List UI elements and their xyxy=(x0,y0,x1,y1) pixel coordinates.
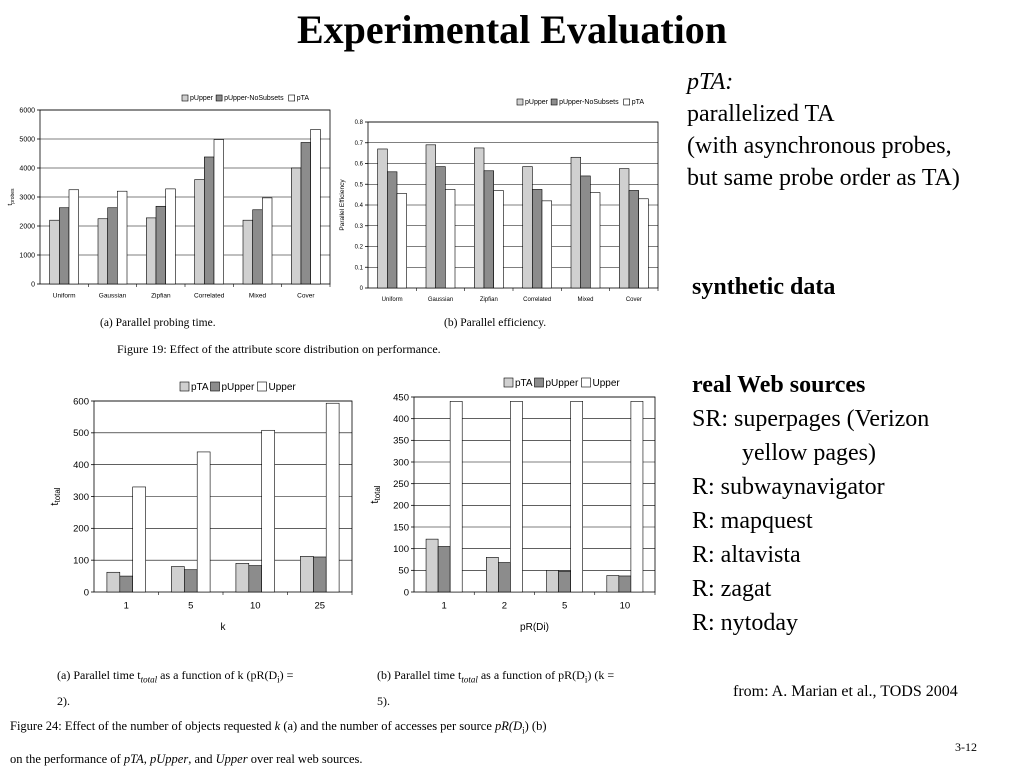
caption-fig24b: (b) Parallel time $t_{total}$ as a function of $pR(D_i) (k$ = 5). xyxy=(377,668,615,709)
bar-pupper-nosubsets xyxy=(59,208,69,284)
caption-fig19b: (b) Parallel efficiency. xyxy=(444,317,547,329)
bar-pupper xyxy=(313,557,326,592)
bar-pupper-nosubsets xyxy=(484,171,494,288)
x-tick-label: 5 xyxy=(561,600,568,612)
y-tick-label: 6000 xyxy=(19,107,35,115)
y-tick-label: 400 xyxy=(73,459,89,471)
bar-pta xyxy=(166,189,176,284)
bar-pupper xyxy=(249,566,262,592)
y-tick-label: 3000 xyxy=(19,194,35,202)
bar-pupper-nosubsets xyxy=(204,157,214,284)
source-item: yellow pages) xyxy=(742,440,876,466)
bar-upper xyxy=(510,401,522,592)
bar-upper xyxy=(197,452,210,592)
bar-pta xyxy=(486,557,498,592)
bar-pupper xyxy=(98,219,108,284)
y-tick-label: 5000 xyxy=(19,136,35,144)
x-axis-label: pR(Di) xyxy=(520,622,549,633)
bar-pupper xyxy=(559,571,571,592)
x-tick-label: 10 xyxy=(619,600,631,612)
bar-pupper xyxy=(146,218,156,284)
y-tick-label: 500 xyxy=(73,428,89,440)
y-tick-label: 350 xyxy=(393,435,409,447)
pta-term: pTA: xyxy=(687,69,734,95)
legend-label: pUpper xyxy=(190,95,213,102)
source-item: R: mapquest xyxy=(692,508,813,534)
legend-swatch xyxy=(289,95,295,101)
bar-pupper-nosubsets xyxy=(629,190,639,288)
legend-swatch xyxy=(582,378,591,387)
x-tick-label: Mixed xyxy=(577,297,594,303)
y-tick-label: 0 xyxy=(31,281,35,289)
bar-pupper xyxy=(498,563,510,592)
x-tick-label: 25 xyxy=(314,600,326,612)
y-tick-label: 0.8 xyxy=(354,120,363,127)
x-tick-label: Uniform xyxy=(381,297,403,303)
bar-pta xyxy=(236,563,249,592)
legend-label: pTA xyxy=(296,95,310,102)
bar-pta xyxy=(607,576,619,592)
y-axis-label: ttotal xyxy=(369,485,382,504)
y-tick-label: 2000 xyxy=(19,223,35,231)
bar-pupper xyxy=(184,570,197,592)
x-tick-label: Cover xyxy=(297,292,315,300)
bar-pta xyxy=(214,140,224,284)
bar-pta xyxy=(542,201,552,288)
x-tick-label: 5 xyxy=(188,600,194,612)
y-tick-label: 0.2 xyxy=(354,244,363,251)
caption-fig24a: (a) Parallel time $t_{total}$ as a function of k ($pR(D_i)$ = 2). xyxy=(57,668,294,709)
caption-fig19a: (a) Parallel probing time. xyxy=(100,317,216,329)
y-tick-label: 200 xyxy=(393,500,409,512)
legend-swatch xyxy=(258,382,267,391)
bar-pupper xyxy=(619,576,631,592)
source-item: R: subwaynavigator xyxy=(692,474,885,500)
bar-pupper-nosubsets xyxy=(253,210,263,284)
legend-label: pUpper-NoSubsets xyxy=(559,99,619,106)
bar-upper xyxy=(262,430,275,592)
y-tick-label: 100 xyxy=(393,543,409,555)
legend-swatch xyxy=(211,382,220,391)
page-number: 3-12 xyxy=(955,740,977,754)
slide-title: Experimental Evaluation xyxy=(296,7,728,52)
bar-pupper xyxy=(291,168,301,284)
y-tick-label: 0 xyxy=(403,587,409,599)
x-tick-label: 2 xyxy=(501,600,508,612)
y-tick-label: 200 xyxy=(73,523,89,535)
bar-upper xyxy=(450,401,462,592)
x-tick-label: Correlated xyxy=(523,297,552,303)
bar-pupper xyxy=(378,149,388,288)
bar-pupper xyxy=(120,576,133,592)
legend-label: pTA xyxy=(191,382,209,393)
bar-pta xyxy=(590,193,600,288)
legend-label: pTA xyxy=(631,99,645,106)
y-tick-label: 4000 xyxy=(19,165,35,173)
source-item: R: altavista xyxy=(692,542,801,568)
bar-pta xyxy=(117,191,127,284)
bar-pta xyxy=(171,567,184,592)
bar-upper xyxy=(133,487,146,592)
legend-swatch xyxy=(216,95,222,101)
citation: from: A. Marian et al., TODS 2004 xyxy=(733,683,958,700)
source-item: SR: superpages (Verizon xyxy=(692,406,930,432)
legend-swatch xyxy=(182,95,188,101)
bar-pupper xyxy=(195,180,205,284)
bar-pupper-nosubsets xyxy=(301,142,311,284)
legend-label: pUpper xyxy=(525,99,548,106)
x-tick-label: Uniform xyxy=(52,292,76,300)
chart-time-vs-prdi xyxy=(362,378,682,640)
bar-pupper-nosubsets xyxy=(532,189,542,288)
bar-pta xyxy=(426,539,438,592)
pta-line: (with asynchronous probes, xyxy=(687,133,952,159)
x-tick-label: Mixed xyxy=(248,292,267,300)
y-tick-label: 0.3 xyxy=(354,223,363,230)
legend-label: pUpper xyxy=(221,382,255,393)
x-tick-label: Gaussian xyxy=(98,292,127,300)
y-tick-label: 100 xyxy=(73,555,89,567)
bar-upper xyxy=(326,403,339,592)
legend-label: pUpper xyxy=(545,378,579,389)
bar-pupper-nosubsets xyxy=(436,167,446,288)
y-tick-label: 0.7 xyxy=(354,140,363,147)
y-tick-label: 450 xyxy=(393,392,409,404)
source-item: R: nytoday xyxy=(692,610,798,636)
bar-pupper xyxy=(243,220,253,284)
bar-pta xyxy=(311,129,321,284)
y-tick-label: 150 xyxy=(393,522,409,534)
bar-pupper-nosubsets xyxy=(156,206,166,284)
y-tick-label: 0.1 xyxy=(354,265,363,272)
x-tick-label: Zipfian xyxy=(151,292,171,300)
bar-pta xyxy=(494,190,504,288)
bar-pta xyxy=(445,189,455,288)
y-tick-label: 250 xyxy=(393,478,409,490)
synthetic-data-heading: synthetic data xyxy=(692,274,836,300)
legend-swatch xyxy=(535,378,544,387)
x-axis-label: k xyxy=(220,622,226,633)
y-tick-label: 600 xyxy=(73,396,89,408)
bar-pta xyxy=(547,570,559,592)
x-tick-label: Gaussian xyxy=(427,297,454,303)
chart-parallel-efficiency xyxy=(335,92,670,304)
bar-pta xyxy=(262,198,272,284)
y-tick-label: 0.4 xyxy=(354,203,363,210)
x-tick-label: 1 xyxy=(441,600,447,612)
y-tick-label: 0 xyxy=(83,587,89,599)
y-axis-label: $t_{probes}$ xyxy=(7,188,16,206)
bar-pupper xyxy=(50,220,60,284)
bar-pta xyxy=(639,199,649,288)
x-tick-label: 10 xyxy=(249,600,261,612)
legend-swatch xyxy=(504,378,513,387)
y-tick-label: 1000 xyxy=(19,252,35,260)
pta-line: parallelized TA xyxy=(687,101,835,127)
chart-time-vs-k xyxy=(30,378,370,640)
pta-description xyxy=(687,66,960,194)
y-tick-label: 50 xyxy=(398,565,409,577)
x-tick-label: Cover xyxy=(625,297,642,303)
y-axis-label: ttotal xyxy=(49,487,62,506)
legend-label: pTA xyxy=(515,378,533,389)
bar-pupper xyxy=(523,167,533,288)
x-tick-label: 1 xyxy=(123,600,129,612)
x-tick-label: Correlated xyxy=(193,292,225,300)
legend-swatch xyxy=(551,99,557,105)
bar-pupper-nosubsets xyxy=(581,176,591,288)
source-item: R: zagat xyxy=(692,576,772,602)
y-tick-label: 300 xyxy=(393,457,409,469)
real-web-sources-heading: real Web sources xyxy=(692,372,866,398)
legend-swatch xyxy=(624,99,630,105)
real-web-sources xyxy=(692,368,929,640)
bar-upper xyxy=(631,401,643,592)
legend-label: Upper xyxy=(592,378,620,389)
legend-swatch xyxy=(180,382,189,391)
bar-upper xyxy=(571,401,583,592)
y-tick-label: 400 xyxy=(393,413,409,425)
caption-fig24: Figure 24: Effect of the number of objects requested k (a) and the number of accesses per source $pR(D_i)$ (b) on the performance of pTA, pUpper, and Upper over real web sources. xyxy=(10,719,547,766)
caption-fig19: Figure 19: Effect of the attribute score distribution on performance. xyxy=(117,342,441,356)
bar-pupper xyxy=(571,157,581,288)
bar-pupper-nosubsets xyxy=(387,172,397,288)
bar-pta xyxy=(107,572,120,592)
legend-label: pUpper-NoSubsets xyxy=(224,95,284,102)
bar-pupper xyxy=(426,145,436,288)
pta-line: but same probe order as TA) xyxy=(687,165,960,191)
chart-parallel-probing-time xyxy=(0,88,335,300)
x-tick-label: Zipfian xyxy=(479,297,498,303)
bar-pupper xyxy=(474,148,484,288)
y-tick-label: 0.5 xyxy=(354,182,363,189)
bar-pupper xyxy=(438,547,450,593)
bar-pupper xyxy=(619,169,629,288)
bar-pta xyxy=(397,194,407,288)
legend-swatch xyxy=(517,99,523,105)
bar-pta xyxy=(300,556,313,592)
y-tick-label: 300 xyxy=(73,491,89,503)
y-axis-label: Parallel Efficiency xyxy=(339,179,346,231)
bar-pupper-nosubsets xyxy=(108,208,118,284)
bar-pta xyxy=(69,190,79,284)
legend-label: Upper xyxy=(268,382,296,393)
y-tick-label: 0.6 xyxy=(354,161,363,168)
y-tick-label: 0 xyxy=(359,286,363,293)
